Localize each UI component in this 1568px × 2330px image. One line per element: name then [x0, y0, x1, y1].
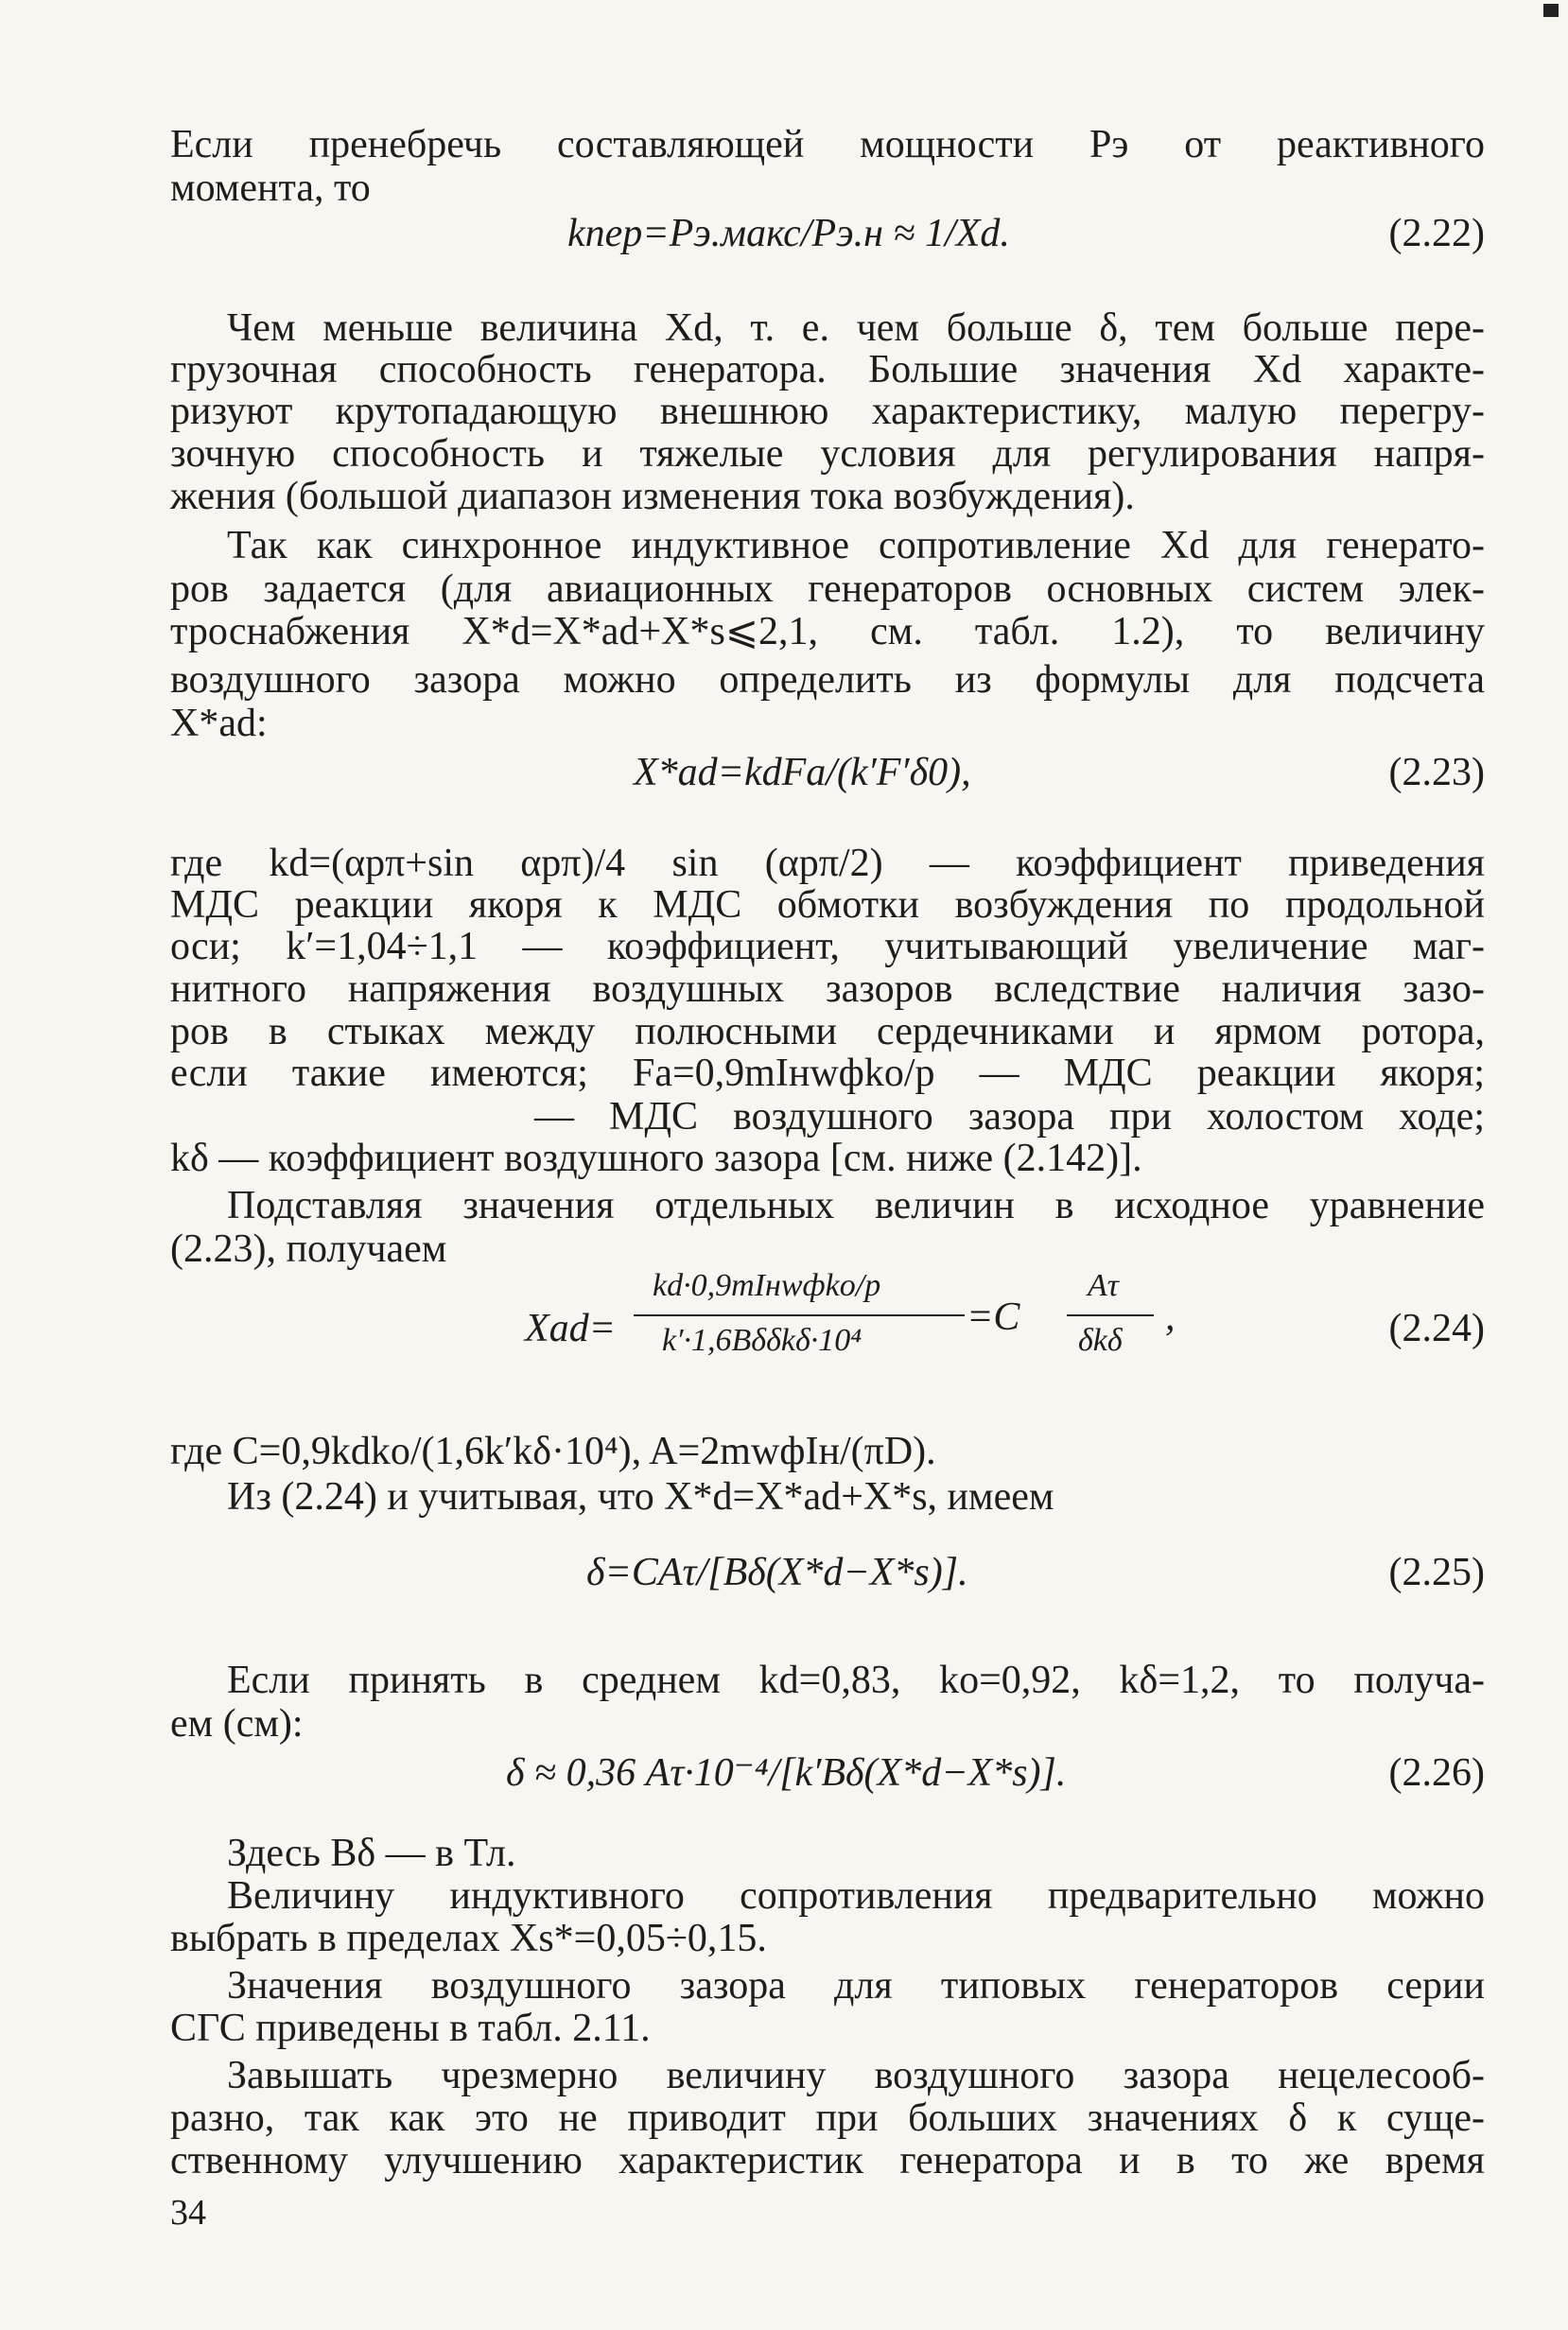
fraction-numerator: kd·0,9mIнwфko/p	[653, 1268, 881, 1303]
text-line: ем (см):	[170, 1702, 304, 1746]
text-line: Если пренебречь составляющей мощности Pэ от реактивного	[170, 123, 1485, 166]
text-line: воздушного зазора можно определить из формулы для подсчета	[170, 658, 1485, 702]
text-line: зочную способность и тяжелые условия для регулирования напря-	[170, 432, 1485, 476]
fraction-denominator: k′·1,6Bδδkδ·10⁴	[662, 1323, 862, 1358]
text-line: оси; k′=1,04÷1,1 — коэффициент, учитывающий увеличение маг-	[170, 925, 1485, 968]
equation-number: (2.25)	[1388, 1551, 1485, 1594]
text-line: Величину индуктивного сопротивления предварительно можно	[227, 1874, 1485, 1918]
text-line: жения (большой диапазон изменения тока возбуждения).	[170, 475, 1135, 518]
scan-mark	[1543, 4, 1559, 17]
equation-2-22: kпер=Pэ.макс/Pэ.н ≈ 1/Xd.	[567, 212, 1010, 255]
equation-middle: =C	[967, 1295, 1020, 1339]
equation-2-26: δ ≈ 0,36 Aτ·10⁻⁴/[k′Bδ(X*d−X*s)].	[506, 1751, 1067, 1795]
text-line: СГС приведены в табл. 2.11.	[170, 2007, 651, 2050]
fraction-denominator: δkδ	[1078, 1323, 1123, 1358]
text-line: выбрать в пределах Xs*=0,05÷0,15.	[170, 1917, 767, 1960]
equation-number: (2.26)	[1388, 1751, 1485, 1795]
text-line: ственному улучшению характеристик генератора и в то же время	[170, 2139, 1485, 2182]
text-line: (2.23), получаем	[170, 1227, 447, 1271]
text-line: МДС реакции якоря к МДС обмотки возбуждения по продольной	[170, 883, 1485, 927]
text-line: нитного напряжения воздушных зазоров вследствие наличия зазо-	[170, 967, 1485, 1011]
equation-lhs: Xad=	[525, 1307, 616, 1350]
text-line: Чем меньше величина Xd, т. е. чем больше δ, тем больше пере-	[227, 306, 1485, 350]
text-line: ров в стыках между полюсными сердечниками и ярмом ротора,	[170, 1010, 1485, 1053]
page-number: 34	[170, 2193, 206, 2233]
text-line: ров задается (для авиационных генераторов основных систем элек-	[170, 567, 1485, 611]
text-line: Здесь Bδ — в Тл.	[227, 1832, 516, 1875]
fraction-bar	[634, 1314, 965, 1316]
text-line: если такие имеются; Fa=0,9mIнwфko/p — МДС реакции якоря;	[170, 1052, 1485, 1095]
equation-2-25: δ=CAτ/[Bδ(X*d−X*s)].	[586, 1551, 968, 1594]
text-line: троснабжения X*d=X*ad+X*s⩽2,1, см. табл. 1.2), то величину	[170, 610, 1485, 653]
text-line: — МДС воздушного зазора при холостом ходе;	[534, 1095, 1485, 1139]
text-line: где C=0,9kdko/(1,6k′kδ·10⁴), A=2mwфIн/(πD).	[170, 1430, 936, 1473]
text-line: Из (2.24) и учитывая, что X*d=X*ad+X*s, имеем	[227, 1475, 1054, 1519]
text-line: Если принять в среднем kd=0,83, ko=0,92, kδ=1,2, то получа-	[227, 1659, 1485, 1702]
equation-number: (2.23)	[1388, 751, 1485, 794]
text-line: разно, так как это не приводит при больших значениях δ к суще-	[170, 2096, 1485, 2140]
equation-tail: ,	[1165, 1295, 1176, 1339]
fraction-bar	[1067, 1314, 1154, 1316]
text-line: Завышать чрезмерно величину воздушного зазора нецелесооб-	[227, 2054, 1485, 2097]
fraction-numerator: Aτ	[1088, 1268, 1119, 1303]
text-line: X*ad:	[170, 702, 268, 745]
text-line: Значения воздушного зазора для типовых генераторов серии	[227, 1964, 1485, 2008]
equation-number: (2.24)	[1388, 1307, 1485, 1350]
text-line: момента, то	[170, 166, 371, 210]
text-line: грузочная способность генератора. Большие значения Xd характе-	[170, 348, 1485, 391]
equation-2-23: X*ad=kdFa/(k′F′δ0),	[634, 751, 971, 794]
text-line: ризуют крутопадающую внешнюю характеристику, малую перегру-	[170, 390, 1485, 433]
equation-number: (2.22)	[1388, 212, 1485, 255]
text-line: Так как синхронное индуктивное сопротивление Xd для генерато-	[227, 524, 1485, 567]
text-line: kδ — коэффициент воздушного зазора [см. ниже (2.142)].	[170, 1137, 1142, 1180]
text-line: Подставляя значения отдельных величин в исходное уравнение	[227, 1184, 1485, 1227]
text-line: где kd=(αpπ+sin αpπ)/4 sin (αpπ/2) — коэффициент приведения	[170, 842, 1485, 885]
